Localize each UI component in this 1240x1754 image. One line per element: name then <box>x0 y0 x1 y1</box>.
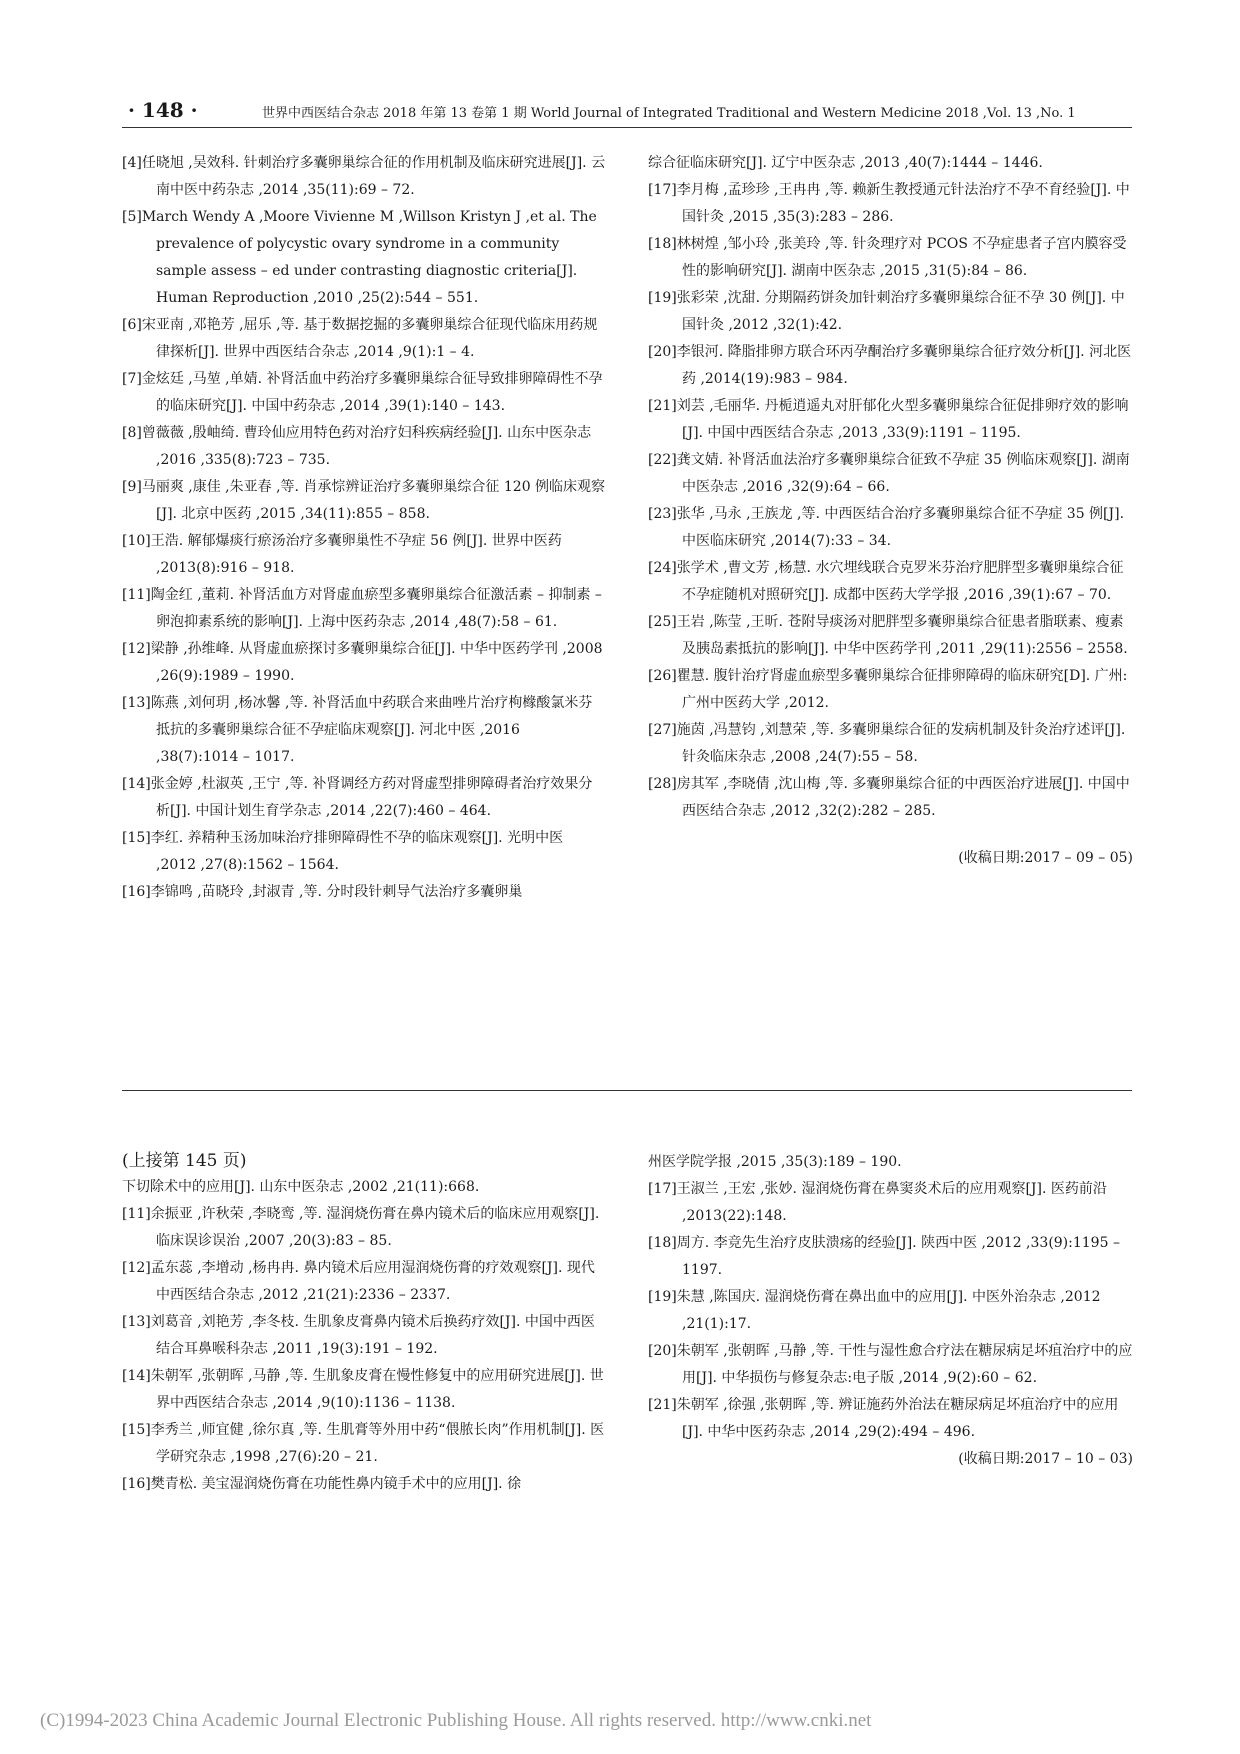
reference-item: [11]陶金红 ,董莉. 补肾活血方对肾虚血瘀型多囊卵巢综合征激活素 – 抑制素 – 卵泡抑素系统的影响[J]. 上海中医药杂志 ,2014 ,48(7):58 – 61. <box>122 587 602 630</box>
reference-item: [9]马丽爽 ,康佳 ,朱亚春 ,等. 肖承悰辨证治疗多囊卵巢综合征 120 例临床观察[J]. 北京中医药 ,2015 ,34(11):855 – 858. <box>122 479 606 522</box>
reference-item: [11]余振亚 ,许秋荣 ,李晓鸾 ,等. 湿润烧伤膏在鼻内镜术后的临床应用观察[J]. 临床误诊误治 ,2007 ,20(3):83 – 85. <box>122 1206 600 1249</box>
reference-item: [19]张彩荣 ,沈甜. 分期隔药饼灸加针刺治疗多囊卵巢综合征不孕 30 例[J]. 中国针灸 ,2012 ,32(1):42. <box>648 290 1125 333</box>
received-date: (收稿日期:2017 – 09 – 05) <box>958 850 1133 866</box>
reference-item: [14]朱朝军 ,张朝晖 ,马静 ,等. 生肌象皮膏在慢性修复中的应用研究进展[J]. 世界中西医结合杂志 ,2014 ,9(10):1136 – 1138. <box>122 1368 604 1411</box>
reference-item: [24]张学术 ,曹文芳 ,杨慧. 水穴埋线联合克罗米芬治疗肥胖型多囊卵巢综合征不孕症随机对照研究[J]. 成都中医药大学学报 ,2016 ,39(1):67 – 70. <box>648 560 1124 603</box>
reference-item: [21]刘芸 ,毛丽华. 丹栀逍遥丸对肝郁化火型多囊卵巢综合征促排卵疗效的影响[J]. 中国中西医结合杂志 ,2013 ,33(9):1191 – 1195. <box>648 398 1129 441</box>
reference-item: [19]朱慧 ,陈国庆. 湿润烧伤膏在鼻出血中的应用[J]. 中医外治杂志 ,2012 ,21(1):17. <box>648 1289 1101 1332</box>
reference-item: [14]张金婷 ,杜淑英 ,王宁 ,等. 补肾调经方药对肾虚型排卵障碍者治疗效果分析[J]. 中国计划生育学杂志 ,2014 ,22(7):460 – 464. <box>122 776 593 819</box>
section-divider <box>122 1090 1132 1091</box>
reference-item: 下切除术中的应用[J]. 山东中医杂志 ,2002 ,21(11):668. <box>122 1179 480 1195</box>
journal-title: 世界中西医结合杂志 2018 年第 13 卷第 1 期 World Journal of Integrated Traditional and Western Medicine 2018 ,Vol. 13 ,No. 1 <box>262 106 1076 121</box>
header-rule <box>122 127 1132 128</box>
reference-item: [18]林树煌 ,邹小玲 ,张美玲 ,等. 针灸理疗对 PCOS 不孕症患者子宫内膜容受性的影响研究[J]. 湖南中医杂志 ,2015 ,31(5):84 – 86. <box>648 236 1127 279</box>
reference-item: [26]瞿慧. 腹针治疗肾虚血瘀型多囊卵巢综合征排卵障碍的临床研究[D]. 广州:广州中医药大学 ,2012. <box>648 668 1128 711</box>
reference-item: [17]李月梅 ,孟珍珍 ,王冉冉 ,等. 赖新生教授通元针法治疗不孕不育经验[J]. 中国针灸 ,2015 ,35(3):283 – 286. <box>648 182 1130 225</box>
copyright-footer: (C)1994-2023 China Academic Journal Electronic Publishing House. All rights reserved. http://www.cnki.net <box>40 1710 872 1731</box>
received-date: (收稿日期:2017 – 10 – 03) <box>958 1451 1133 1467</box>
reference-item: [17]王淑兰 ,王宏 ,张妙. 湿润烧伤膏在鼻窦炎术后的应用观察[J]. 医药前沿 ,2013(22):148. <box>648 1181 1107 1224</box>
reference-item: [27]施茵 ,冯慧钧 ,刘慧荣 ,等. 多囊卵巢综合征的发病机制及针灸治疗述评[J]. 针灸临床杂志 ,2008 ,24(7):55 – 58. <box>648 722 1126 765</box>
reference-item: [25]王岩 ,陈莹 ,王昕. 苍附导痰汤对肥胖型多囊卵巢综合征患者脂联素、瘦素及胰岛素抵抗的影响[J]. 中华中医药学刊 ,2011 ,29(11):2556 – 2558. <box>648 614 1128 657</box>
reference-item: [12]孟东蕊 ,李增动 ,杨冉冉. 鼻内镜术后应用湿润烧伤膏的疗效观察[J]. 现代中西医结合杂志 ,2012 ,21(21):2336 – 2337. <box>122 1260 595 1303</box>
reference-item: [28]房其军 ,李晓倩 ,沈山梅 ,等. 多囊卵巢综合征的中西医治疗进展[J]. 中国中西医结合杂志 ,2012 ,32(2):282 – 285. <box>648 776 1130 819</box>
reference-item: [12]梁静 ,孙维峰. 从肾虚血瘀探讨多囊卵巢综合征[J]. 中华中医药学刊 ,2008 ,26(9):1989 – 1990. <box>122 641 603 684</box>
reference-item: 州医学院学报 ,2015 ,35(3):189 – 190. <box>648 1154 902 1170</box>
reference-item: [20]朱朝军 ,张朝晖 ,马静 ,等. 干性与湿性愈合疗法在糖尿病足坏疽治疗中的应用[J]. 中华损伤与修复杂志:电子版 ,2014 ,9(2):60 – 62. <box>648 1343 1133 1386</box>
reference-item: [4]任晓旭 ,吴效科. 针刺治疗多囊卵巢综合征的作用机制及临床研究进展[J]. 云南中医中药杂志 ,2014 ,35(11):69 – 72. <box>122 155 606 198</box>
reference-item: [16]李锦鸣 ,苗晓玲 ,封淑青 ,等. 分时段针刺导气法治疗多囊卵巢 <box>122 884 523 900</box>
reference-item: [21]朱朝军 ,徐强 ,张朝晖 ,等. 辨证施药外治法在糖尿病足坏疽治疗中的应用[J]. 中华中医药杂志 ,2014 ,29(2):494 – 496. <box>648 1397 1119 1440</box>
reference-item: [15]李秀兰 ,师宜健 ,徐尔真 ,等. 生肌膏等外用中药“偎脓长肉”作用机制[J]. 医学研究杂志 ,1998 ,27(6):20 – 21. <box>122 1422 605 1465</box>
reference-item: [5]March Wendy A ,Moore Vivienne M ,Willson Kristyn J ,et al. The prevalence of polycystic ovary syndrome in a community sample assess – ed under contrasting diagnostic criteria[J]. Human Reproduction ,2010 ,25(2):544 – 551. <box>122 209 597 306</box>
running-header <box>0 94 1240 130</box>
reference-item: [10]王浩. 解郁爆痰行瘀汤治疗多囊卵巢性不孕症 56 例[J]. 世界中医药 ,2013(8):916 – 918. <box>122 533 562 576</box>
continued-from-note: (上接第 145 页) <box>122 1151 247 1171</box>
references-column-bottom-right <box>648 1149 1133 1473</box>
reference-item: [13]刘葛音 ,刘艳芳 ,李冬枝. 生肌象皮膏鼻内镜术后换药疗效[J]. 中国中西医结合耳鼻喉科杂志 ,2011 ,19(3):191 – 192. <box>122 1314 595 1357</box>
page-number: · 148 · <box>128 98 198 122</box>
reference-item: [23]张华 ,马永 ,王族龙 ,等. 中西医结合治疗多囊卵巢综合征不孕症 35 例[J]. 中医临床研究 ,2014(7):33 – 34. <box>648 506 1125 549</box>
reference-item: [8]曾薇薇 ,殷岫绮. 曹玲仙应用特色药对治疗妇科疾病经验[J]. 山东中医杂志 ,2016 ,335(8):723 – 735. <box>122 425 592 468</box>
reference-item: [22]龚文婧. 补肾活血法治疗多囊卵巢综合征致不孕症 35 例临床观察[J]. 湖南中医杂志 ,2016 ,32(9):64 – 66. <box>648 452 1130 495</box>
reference-item: [16]樊青松. 美宝湿润烧伤膏在功能性鼻内镜手术中的应用[J]. 徐 <box>122 1476 522 1492</box>
reference-item: 综合征临床研究[J]. 辽宁中医杂志 ,2013 ,40(7):1444 – 1446. <box>648 155 1043 171</box>
reference-item: [15]李红. 养精种玉汤加味治疗排卵障碍性不孕的临床观察[J]. 光明中医 ,2012 ,27(8):1562 – 1564. <box>122 830 564 873</box>
reference-item: [7]金炫廷 ,马堃 ,单婧. 补肾活血中药治疗多囊卵巢综合征导致排卵障碍性不孕的临床研究[J]. 中国中药杂志 ,2014 ,39(1):140 – 143. <box>122 371 603 414</box>
references-column-top-right <box>648 150 1133 872</box>
reference-item: [18]周方. 李竞先生治疗皮肤溃疡的经验[J]. 陕西中医 ,2012 ,33(9):1195 – 1197. <box>648 1235 1120 1278</box>
reference-item: [20]李银河. 降脂排卵方联合环丙孕酮治疗多囊卵巢综合征疗效分析[J]. 河北医药 ,2014(19):983 – 984. <box>648 344 1132 387</box>
references-column-bottom-left <box>122 1148 606 1498</box>
reference-item: [6]宋亚南 ,邓艳芳 ,屈乐 ,等. 基于数据挖掘的多囊卵巢综合征现代临床用药规律探析[J]. 世界中西医结合杂志 ,2014 ,9(1):1 – 4. <box>122 317 598 360</box>
references-column-top-left <box>122 150 606 906</box>
reference-item: [13]陈燕 ,刘何玥 ,杨冰馨 ,等. 补肾活血中药联合来曲唑片治疗枸橼酸氯米芬抵抗的多囊卵巢综合征不孕症临床观察[J]. 河北中医 ,2016 ,38(7):1014 – 1017. <box>122 695 593 765</box>
